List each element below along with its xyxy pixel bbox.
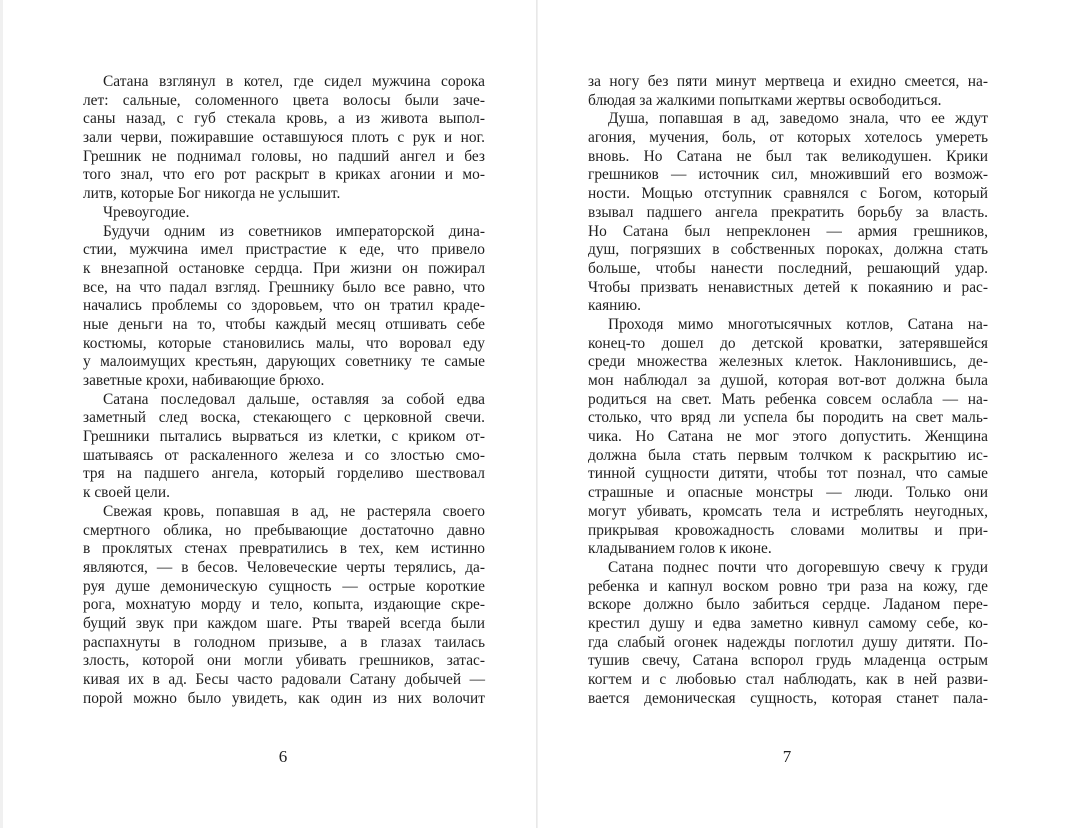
text-line: шатываясь от раскаленного железа и со злостью смо- [83, 446, 485, 464]
text-line: кладыванием голов к иконе. [588, 540, 772, 558]
text-line: саны назад, с губ стекала кровь, а из живота выпол- [83, 110, 485, 128]
text-line: прикрывая кровожадность словами молитвы и при- [588, 521, 988, 539]
right-page [537, 0, 1073, 828]
paragraph [83, 503, 485, 709]
text-line: являются, — в бесов. Человеческие черты терялись, да- [83, 558, 485, 576]
text-line: Проходя мимо многотысячных котлов, Сатана на- [608, 315, 988, 333]
text-line: кивая их в ад. Бесы часто радовали Сатану добычей — [83, 671, 485, 688]
text-line: к внезапной остановке сердца. При жизни он пожирал [83, 259, 485, 277]
paragraph [588, 110, 988, 316]
text-line: Сатана взглянул в котел, где сидел мужчина сорока [103, 73, 485, 90]
text-line: когтем и с любовью стал наблюдать, как в ней разви- [588, 671, 988, 688]
text-line: грешников — источник сил, множивший его возмож- [588, 166, 988, 184]
page-number: 6 [278, 747, 288, 766]
text-line: ребенка и капнул воском ровно три раза на кожу, где [588, 577, 988, 595]
text-line: тинной сущности дитяти, чтобы тот познал, что самые [588, 465, 988, 483]
text-line: гда слабый огонек надежды поглотил душу дитяти. По- [588, 633, 988, 651]
book-gutter [536, 0, 538, 828]
page-text [588, 73, 988, 708]
text-line: того знал, что его рот раскрыт в криках агонии и мо- [83, 166, 485, 184]
paragraph [588, 559, 988, 709]
text-line: начались проблемы со здоровьем, что он тратил краде- [83, 297, 485, 315]
text-line: Чревоугодие. [103, 203, 190, 221]
text-line: конец-то дошел до детской кроватки, затерявшейся [588, 334, 988, 352]
text-line: ные деньги на то, чтобы каждый месяц отшивать себе [83, 315, 485, 333]
text-line: крестил душу и едва заметно кивнул самому себе, ко- [588, 614, 988, 632]
text-line: блюдая за жалкими попытками жертвы освободиться. [588, 91, 942, 109]
text-line: рога, мохнатую морду и тело, копыта, издающие скре- [83, 596, 485, 614]
page-edge [0, 0, 3, 828]
text-line: вается демоническая сущность, которая станет пала- [588, 689, 988, 707]
paragraph [588, 73, 988, 110]
text-line: душ, погрязших в собственных пороках, должна стать [588, 241, 988, 259]
text-line: заветные крохи, набивающие брюхо. [83, 372, 325, 389]
text-line: Но Сатана был непреклонен — армия грешников, [588, 222, 988, 240]
text-line: среди множества железных клеток. Наклонившись, де- [588, 353, 988, 371]
text-line: злость, которой они могли убивать грешников, затас- [83, 652, 485, 670]
text-line: у малоимущих крестьян, дарующих советнику те самые [83, 353, 485, 371]
paragraph [83, 223, 485, 391]
text-line: руя душе демоническую сущность — острые короткие [83, 577, 485, 595]
text-line: все, на что падал взгляд. Грешнику было все равно, что [83, 278, 485, 296]
text-line: Грешник не поднимал головы, но падший ангел и без [83, 147, 485, 165]
text-line: в проклятых стенах превратились в тех, кем истинно [83, 540, 485, 558]
text-line: могут убивать, кромсать тела и истреблять неугодных, [588, 502, 988, 520]
paragraph [588, 316, 988, 559]
text-line: Свежая кровь, попавшая в ад, не растеряла своего [103, 502, 485, 520]
text-line: должна была стать первым толчком к раскрытию ис- [588, 446, 988, 464]
paragraph [83, 73, 485, 204]
paragraph [83, 204, 485, 223]
text-line: смертного облика, но пребывающие достаточно давно [83, 521, 485, 539]
text-line: столько, что вряд ли успела бы породить на свет маль- [588, 409, 988, 427]
text-line: вскоре должно было забиться сердце. Ладаном пере- [588, 596, 988, 614]
text-line: Сатана последовал дальше, оставляя за собой едва [103, 390, 485, 408]
text-line: Сатана поднес почти что догоревшую свечу к груди [608, 558, 988, 576]
text-line: бущий звук при каждом шаге. Рты тварей всегда были [83, 614, 485, 632]
text-line: родиться на свет. Мать ребенка совсем ослабла — на- [588, 390, 988, 408]
text-line: литв, которые Бог никогда не услышит. [83, 185, 341, 203]
text-line: к своей цели. [83, 484, 170, 502]
text-line: Душа, попавшая в ад, заведомо знала, что ее ждут [608, 110, 988, 128]
text-line: распахнуты в голодном призыве, а в глазах таилась [83, 633, 485, 651]
text-line: ности. Мощью отступник сравнялся с Богом, который [588, 185, 988, 203]
text-line: порой можно было увидеть, как один из них волочит [83, 689, 485, 707]
text-line: взывал падшего ангела прекратить борьбу за власть. [588, 203, 988, 221]
text-line: лет: сальные, соломенного цвета волосы были заче- [83, 91, 485, 109]
text-line: тря на падшего ангела, который горделиво шествовал [83, 465, 485, 483]
text-line: костюмы, которые становились малы, что воровал еду [83, 334, 485, 352]
text-line: агония, мучения, боль, от которых хотелось умереть [588, 129, 988, 147]
text-line: стии, мужчина имел пристрастие к еде, что привело [83, 241, 485, 259]
page-text [83, 73, 485, 708]
text-line: за ногу без пяти минут мертвеца и ехидно смеется, на- [588, 73, 988, 90]
text-line: тушив свечу, Сатана вспорол грудь младенца острым [588, 652, 988, 670]
page-number: 7 [782, 747, 792, 766]
text-line: чика. Но Сатана не мог этого допустить. Женщина [588, 428, 988, 446]
text-line: мон наблюдал за душой, которая вот-вот должна была [588, 372, 988, 389]
text-line: Грешники пытались вырваться из клетки, с криком от- [83, 428, 485, 446]
text-line: зали черви, пожиравшие оставшуюся плоть с рук и ног. [83, 129, 485, 147]
text-line: заметный след воска, стекающего с церковной свечи. [83, 409, 485, 427]
text-line: больше, чтобы нанести последний, решающий удар. [588, 259, 988, 277]
text-line: Будучи одним из советников императорской дина- [103, 222, 485, 240]
text-line: каянию. [588, 297, 641, 315]
text-line: страшные и опасные монстры — люди. Только они [588, 484, 988, 502]
paragraph [83, 391, 485, 503]
text-line: вновь. Но Сатана не был так великодушен. Крики [588, 147, 988, 165]
text-line: Чтобы призвать ненавистных детей к покаянию и рас- [588, 278, 988, 296]
